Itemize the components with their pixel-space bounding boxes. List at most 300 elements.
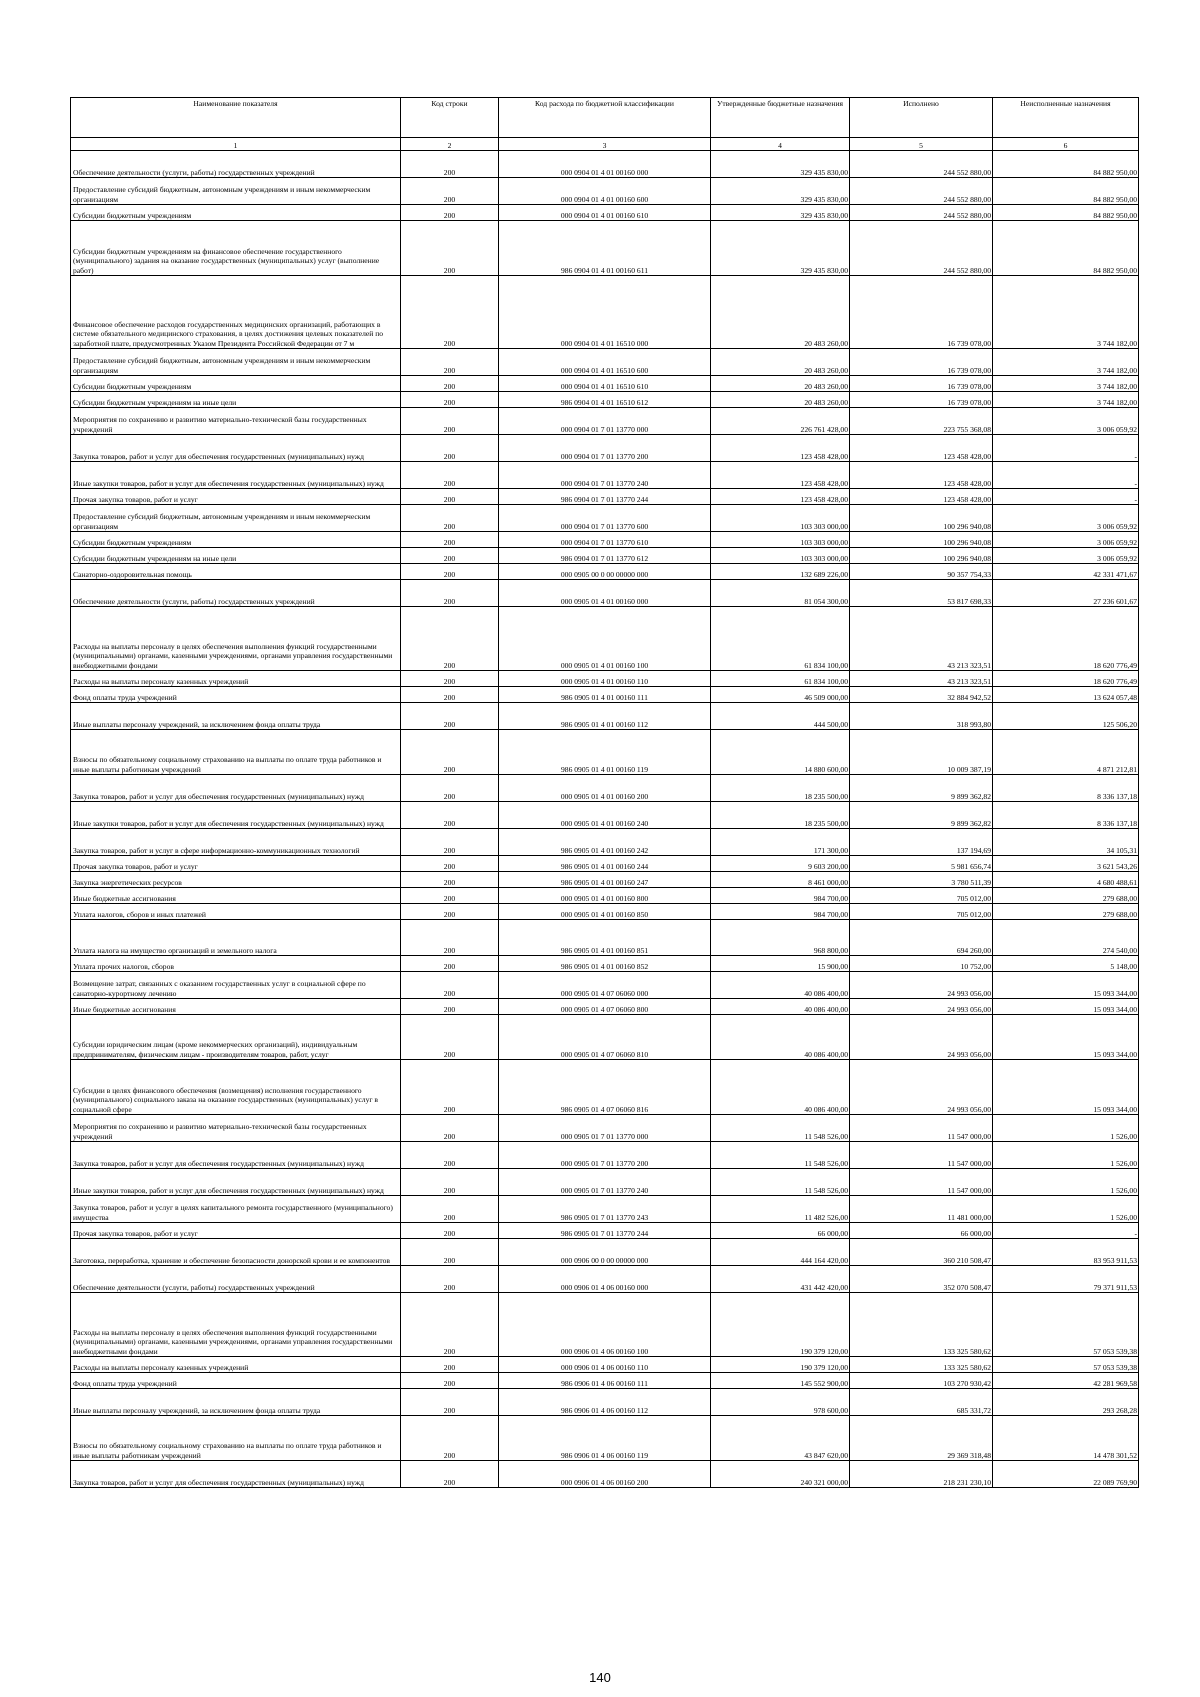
row-approved: 81 054 300,00: [711, 580, 850, 607]
table-row: [71, 1357, 1139, 1373]
table-row: [71, 1293, 1139, 1357]
row-unexecuted: 3 744 182,00: [993, 376, 1139, 392]
row-code: 200: [401, 1223, 499, 1239]
row-kbk: 000 0904 01 7 01 13770 610: [499, 532, 711, 548]
row-executed: 123 458 428,00: [850, 489, 993, 505]
row-kbk: 000 0906 01 4 06 00160 000: [499, 1266, 711, 1293]
row-kbk: 000 0904 01 7 01 13770 000: [499, 408, 711, 435]
row-code: 200: [401, 392, 499, 408]
row-unexecuted: 125 506,20: [993, 703, 1139, 730]
row-unexecuted: 3 006 059,92: [993, 505, 1139, 532]
table-row: [71, 703, 1139, 730]
row-approved: 20 483 260,00: [711, 376, 850, 392]
row-approved: 8 461 000,00: [711, 872, 850, 888]
row-unexecuted: 18 620 776,49: [993, 671, 1139, 687]
row-approved: 123 458 428,00: [711, 435, 850, 462]
row-name: Уплата налога на имущество организаций и земельного налога: [71, 920, 401, 956]
row-code: 200: [401, 1115, 499, 1142]
row-kbk: 000 0906 01 4 06 00160 110: [499, 1357, 711, 1373]
row-unexecuted: 279 688,00: [993, 888, 1139, 904]
row-unexecuted: 79 371 911,53: [993, 1266, 1139, 1293]
row-name: Прочая закупка товаров, работ и услуг: [71, 1223, 401, 1239]
row-name: Уплата налогов, сборов и иных платежей: [71, 904, 401, 920]
row-name: Иные бюджетные ассигнования: [71, 888, 401, 904]
row-unexecuted: 22 089 769,90: [993, 1461, 1139, 1488]
row-code: 200: [401, 1389, 499, 1416]
row-approved: 123 458 428,00: [711, 489, 850, 505]
row-executed: 103 270 930,42: [850, 1373, 993, 1389]
row-kbk: 986 0905 01 4 01 00160 112: [499, 703, 711, 730]
row-name: Субсидии бюджетным учреждениям на иные цели: [71, 392, 401, 408]
row-kbk: 000 0905 01 4 07 06060 800: [499, 999, 711, 1015]
row-kbk: 986 0905 01 4 01 00160 119: [499, 730, 711, 775]
table-row: [71, 671, 1139, 687]
row-executed: 29 369 318,48: [850, 1416, 993, 1461]
row-unexecuted: 42 331 471,67: [993, 564, 1139, 580]
row-kbk: 000 0905 01 4 01 00160 800: [499, 888, 711, 904]
row-kbk: 986 0905 01 4 01 00160 244: [499, 856, 711, 872]
row-code: 200: [401, 775, 499, 802]
column-number: 6: [993, 138, 1139, 151]
column-number: 4: [711, 138, 850, 151]
row-approved: 40 086 400,00: [711, 972, 850, 999]
row-executed: 11 481 000,00: [850, 1196, 993, 1223]
row-executed: 10 752,00: [850, 956, 993, 972]
row-approved: 61 834 100,00: [711, 607, 850, 671]
row-name: Закупка энергетических ресурсов: [71, 872, 401, 888]
row-unexecuted: 3 006 059,92: [993, 408, 1139, 435]
header-kbk: Код расхода по бюджетной классификации: [499, 98, 711, 138]
row-code: 200: [401, 349, 499, 376]
row-code: 200: [401, 1357, 499, 1373]
row-name: Взносы по обязательному социальному страхованию на выплаты по оплате труда работников и иные выплаты работникам учреждений: [71, 1416, 401, 1461]
row-code: 200: [401, 1239, 499, 1266]
row-unexecuted: 279 688,00: [993, 904, 1139, 920]
row-code: 200: [401, 730, 499, 775]
row-executed: 90 357 754,33: [850, 564, 993, 580]
row-code: 200: [401, 580, 499, 607]
row-kbk: 000 0905 01 4 07 06060 000: [499, 972, 711, 999]
row-name: Фонд оплаты труда учреждений: [71, 687, 401, 703]
table-row: [71, 888, 1139, 904]
column-number: 2: [401, 138, 499, 151]
header-approved: Утвержденные бюджетные назначения: [711, 98, 850, 138]
row-name: Субсидии бюджетным учреждениям на финансовое обеспечение государственного (муниципального) задания на оказание государственных (муниципальных) услуг (выполнение работ): [71, 221, 401, 276]
row-unexecuted: 84 882 950,00: [993, 178, 1139, 205]
row-executed: 16 739 078,00: [850, 376, 993, 392]
row-executed: 244 552 880,00: [850, 151, 993, 178]
budget-execution-table-container: [70, 97, 1138, 1488]
header-name: Наименование показателя: [71, 98, 401, 138]
row-executed: 16 739 078,00: [850, 392, 993, 408]
row-code: 200: [401, 532, 499, 548]
table-row: [71, 999, 1139, 1015]
column-number: 1: [71, 138, 401, 151]
row-name: Закупка товаров, работ и услуг для обеспечения государственных (муниципальных) нужд: [71, 775, 401, 802]
row-unexecuted: 84 882 950,00: [993, 151, 1139, 178]
row-executed: 352 070 508,47: [850, 1266, 993, 1293]
row-approved: 40 086 400,00: [711, 1060, 850, 1115]
row-approved: 103 303 000,00: [711, 505, 850, 532]
row-kbk: 000 0904 01 4 01 16510 600: [499, 349, 711, 376]
row-approved: 431 442 420,00: [711, 1266, 850, 1293]
row-name: Субсидии бюджетным учреждениям: [71, 376, 401, 392]
table-row: [71, 1169, 1139, 1196]
row-code: 200: [401, 1266, 499, 1293]
row-name: Расходы на выплаты персоналу казенных учреждений: [71, 1357, 401, 1373]
row-kbk: 000 0904 01 4 01 00160 600: [499, 178, 711, 205]
row-name: Санаторно-оздоровительная помощь: [71, 564, 401, 580]
row-code: 200: [401, 151, 499, 178]
row-name: Иные закупки товаров, работ и услуг для обеспечения государственных (муниципальных) нужд: [71, 1169, 401, 1196]
row-kbk: 000 0905 01 4 07 06060 810: [499, 1015, 711, 1060]
table-row: [71, 376, 1139, 392]
row-executed: 43 213 323,51: [850, 607, 993, 671]
table-row: [71, 1239, 1139, 1266]
row-executed: 218 231 230,10: [850, 1461, 993, 1488]
row-kbk: 986 0905 01 7 01 13770 244: [499, 1223, 711, 1239]
row-kbk: 986 0906 01 4 06 00160 119: [499, 1416, 711, 1461]
row-unexecuted: 14 478 301,52: [993, 1416, 1139, 1461]
row-code: 200: [401, 856, 499, 872]
table-row: [71, 920, 1139, 956]
table-row: [71, 276, 1139, 349]
row-kbk: 986 0904 01 7 01 13770 244: [499, 489, 711, 505]
row-name: Расходы на выплаты персоналу в целях обеспечения выполнения функций государственными (муниципальными) органами, казенными учреждениями, органами управления государственными внебюджетными фондами: [71, 1293, 401, 1357]
row-name: Расходы на выплаты персоналу казенных учреждений: [71, 671, 401, 687]
table-row: [71, 1060, 1139, 1115]
row-name: Прочая закупка товаров, работ и услуг: [71, 856, 401, 872]
row-code: 200: [401, 564, 499, 580]
row-kbk: 000 0905 01 7 01 13770 000: [499, 1115, 711, 1142]
row-executed: 10 009 387,19: [850, 730, 993, 775]
row-unexecuted: 34 105,31: [993, 829, 1139, 856]
row-kbk: 986 0904 01 7 01 13770 612: [499, 548, 711, 564]
table-row: [71, 505, 1139, 532]
row-unexecuted: 13 624 057,48: [993, 687, 1139, 703]
row-code: 200: [401, 888, 499, 904]
row-kbk: 986 0905 01 4 01 00160 852: [499, 956, 711, 972]
table-row: [71, 408, 1139, 435]
row-code: 200: [401, 178, 499, 205]
row-kbk: 986 0906 01 4 06 00160 112: [499, 1389, 711, 1416]
table-body: [71, 151, 1139, 1488]
table-row: [71, 730, 1139, 775]
row-code: 200: [401, 1293, 499, 1357]
row-executed: 705 012,00: [850, 888, 993, 904]
row-code: 200: [401, 904, 499, 920]
row-unexecuted: 3 744 182,00: [993, 349, 1139, 376]
header-unexecuted: Неисполненные назначения: [993, 98, 1139, 138]
row-executed: 16 739 078,00: [850, 349, 993, 376]
row-name: Иные бюджетные ассигнования: [71, 999, 401, 1015]
table-row: [71, 687, 1139, 703]
row-name: Уплата прочих налогов, сборов: [71, 956, 401, 972]
table-row: [71, 1373, 1139, 1389]
row-executed: 123 458 428,00: [850, 435, 993, 462]
table-row: [71, 775, 1139, 802]
row-executed: 360 210 508,47: [850, 1239, 993, 1266]
row-executed: 9 899 362,82: [850, 802, 993, 829]
table-row: [71, 532, 1139, 548]
row-approved: 968 800,00: [711, 920, 850, 956]
row-code: 200: [401, 703, 499, 730]
row-executed: 133 325 580,62: [850, 1293, 993, 1357]
table-row: [71, 972, 1139, 999]
table-row: [71, 548, 1139, 564]
row-approved: 240 321 000,00: [711, 1461, 850, 1488]
row-approved: 132 689 226,00: [711, 564, 850, 580]
row-code: 200: [401, 607, 499, 671]
row-name: Субсидии юридическим лицам (кроме некоммерческих организаций), индивидуальным предпринимателям, физическим лицам - производителям товаров, работ, услуг: [71, 1015, 401, 1060]
table-row: [71, 802, 1139, 829]
row-executed: 694 260,00: [850, 920, 993, 956]
page-number: 140: [589, 1670, 611, 1685]
column-number: 3: [499, 138, 711, 151]
table-row: [71, 1266, 1139, 1293]
table-row: [71, 178, 1139, 205]
row-unexecuted: 1 526,00: [993, 1142, 1139, 1169]
table-row: [71, 607, 1139, 671]
row-unexecuted: 3 621 543,26: [993, 856, 1139, 872]
row-name: Финансовое обеспечение расходов государственных медицинских организаций, работающих в системе обязательного медицинского страхования, в целях достижения целевых показателей по заработной плате, предусмотренных Указом Президента Российской Федерации от 7 м: [71, 276, 401, 349]
row-kbk: 000 0905 01 4 01 00160 110: [499, 671, 711, 687]
row-unexecuted: 57 053 539,38: [993, 1293, 1139, 1357]
row-unexecuted: 18 620 776,49: [993, 607, 1139, 671]
table-row: [71, 1015, 1139, 1060]
row-unexecuted: 27 236 601,67: [993, 580, 1139, 607]
row-name: Иные выплаты персоналу учреждений, за исключением фонда оплаты труда: [71, 1389, 401, 1416]
row-approved: 15 900,00: [711, 956, 850, 972]
header-code: Код строки: [401, 98, 499, 138]
row-unexecuted: 8 336 137,18: [993, 802, 1139, 829]
row-name: Обеспечение деятельности (услуги, работы) государственных учреждений: [71, 1266, 401, 1293]
row-kbk: 000 0904 01 4 01 00160 610: [499, 205, 711, 221]
budget-execution-table: [70, 97, 1139, 1488]
row-unexecuted: 293 268,28: [993, 1389, 1139, 1416]
row-executed: 3 780 511,39: [850, 872, 993, 888]
row-code: 200: [401, 1142, 499, 1169]
row-executed: 53 817 698,33: [850, 580, 993, 607]
row-name: Предоставление субсидий бюджетным, автономным учреждениям и иным некоммерческим организациям: [71, 349, 401, 376]
row-code: 200: [401, 1015, 499, 1060]
row-approved: 984 700,00: [711, 904, 850, 920]
table-row: [71, 205, 1139, 221]
row-unexecuted: 3 744 182,00: [993, 276, 1139, 349]
row-name: Мероприятия по сохранению и развитию материально-технической базы государственных учреждений: [71, 1115, 401, 1142]
row-name: Обеспечение деятельности (услуги, работы) государственных учреждений: [71, 580, 401, 607]
row-unexecuted: -: [993, 462, 1139, 489]
table-row: [71, 392, 1139, 408]
row-executed: 244 552 880,00: [850, 205, 993, 221]
row-name: Закупка товаров, работ и услуг в целях капитального ремонта государственного (муниципального) имущества: [71, 1196, 401, 1223]
row-kbk: 986 0905 01 4 01 00160 242: [499, 829, 711, 856]
row-unexecuted: 3 006 059,92: [993, 532, 1139, 548]
row-unexecuted: 8 336 137,18: [993, 775, 1139, 802]
row-approved: 46 509 000,00: [711, 687, 850, 703]
row-approved: 20 483 260,00: [711, 276, 850, 349]
row-approved: 444 164 420,00: [711, 1239, 850, 1266]
row-executed: 133 325 580,62: [850, 1357, 993, 1373]
row-name: Мероприятия по сохранению и развитию материально-технической базы государственных учреждений: [71, 408, 401, 435]
row-executed: 100 296 940,08: [850, 548, 993, 564]
row-unexecuted: 15 093 344,00: [993, 1015, 1139, 1060]
row-approved: 40 086 400,00: [711, 1015, 850, 1060]
row-executed: 9 899 362,82: [850, 775, 993, 802]
row-name: Возмещение затрат, связанных с оказанием государственных услуг в социальной сфере по санаторно-курортному лечению: [71, 972, 401, 999]
row-name: Расходы на выплаты персоналу в целях обеспечения выполнения функций государственными (муниципальными) органами, казенными учреждениями, органами управления государственными внебюджетными фондами: [71, 607, 401, 671]
table-row: [71, 904, 1139, 920]
table-row: [71, 856, 1139, 872]
row-name: Закупка товаров, работ и услуг в сфере информационно-коммуникационных технологий: [71, 829, 401, 856]
row-executed: 24 993 056,00: [850, 1060, 993, 1115]
row-approved: 20 483 260,00: [711, 349, 850, 376]
column-number: 5: [850, 138, 993, 151]
row-approved: 11 548 526,00: [711, 1169, 850, 1196]
row-kbk: 000 0905 00 0 00 00000 000: [499, 564, 711, 580]
row-code: 200: [401, 802, 499, 829]
row-name: Фонд оплаты труда учреждений: [71, 1373, 401, 1389]
row-unexecuted: 1 526,00: [993, 1196, 1139, 1223]
table-row: [71, 435, 1139, 462]
row-code: 200: [401, 221, 499, 276]
row-executed: 223 755 368,08: [850, 408, 993, 435]
row-kbk: 000 0904 01 7 01 13770 240: [499, 462, 711, 489]
row-executed: 244 552 880,00: [850, 221, 993, 276]
row-approved: 9 603 200,00: [711, 856, 850, 872]
row-code: 200: [401, 205, 499, 221]
row-name: Обеспечение деятельности (услуги, работы) государственных учреждений: [71, 151, 401, 178]
table-header-row: [71, 98, 1139, 138]
row-executed: 685 331,72: [850, 1389, 993, 1416]
table-row: [71, 1115, 1139, 1142]
row-kbk: 986 0905 01 7 01 13770 243: [499, 1196, 711, 1223]
row-name: Субсидии в целях финансового обеспечения (возмещения) исполнения государственного (муниципального) социального заказа на оказание государственных (муниципальных) услуг в социальной сфере: [71, 1060, 401, 1115]
row-unexecuted: -: [993, 1223, 1139, 1239]
row-code: 200: [401, 408, 499, 435]
row-approved: 190 379 120,00: [711, 1293, 850, 1357]
row-kbk: 986 0906 01 4 06 00160 111: [499, 1373, 711, 1389]
row-approved: 190 379 120,00: [711, 1357, 850, 1373]
table-row: [71, 580, 1139, 607]
row-kbk: 986 0905 01 4 01 00160 851: [499, 920, 711, 956]
row-name: Предоставление субсидий бюджетным, автономным учреждениям и иным некоммерческим организациям: [71, 178, 401, 205]
row-approved: 329 435 830,00: [711, 151, 850, 178]
row-executed: 11 547 000,00: [850, 1142, 993, 1169]
table-row: [71, 1142, 1139, 1169]
row-code: 200: [401, 462, 499, 489]
row-approved: 329 435 830,00: [711, 178, 850, 205]
row-executed: 11 547 000,00: [850, 1115, 993, 1142]
row-kbk: 000 0905 01 4 01 00160 000: [499, 580, 711, 607]
row-kbk: 986 0905 01 4 07 06060 816: [499, 1060, 711, 1115]
row-name: Иные закупки товаров, работ и услуг для обеспечения государственных (муниципальных) нужд: [71, 802, 401, 829]
row-kbk: 000 0904 01 4 01 16510 000: [499, 276, 711, 349]
row-approved: 103 303 000,00: [711, 532, 850, 548]
table-row: [71, 1223, 1139, 1239]
row-executed: 5 981 656,74: [850, 856, 993, 872]
row-code: 200: [401, 872, 499, 888]
row-approved: 66 000,00: [711, 1223, 850, 1239]
row-kbk: 000 0905 01 4 01 00160 100: [499, 607, 711, 671]
row-code: 200: [401, 687, 499, 703]
row-name: Иные закупки товаров, работ и услуг для обеспечения государственных (муниципальных) нужд: [71, 462, 401, 489]
row-approved: 11 548 526,00: [711, 1142, 850, 1169]
row-code: 200: [401, 1169, 499, 1196]
row-kbk: 986 0904 01 4 01 00160 611: [499, 221, 711, 276]
row-code: 200: [401, 1373, 499, 1389]
row-kbk: 000 0904 01 7 01 13770 200: [499, 435, 711, 462]
row-kbk: 000 0906 01 4 06 00160 200: [499, 1461, 711, 1488]
row-approved: 226 761 428,00: [711, 408, 850, 435]
row-kbk: 986 0905 01 4 01 00160 247: [499, 872, 711, 888]
row-code: 200: [401, 671, 499, 687]
table-row: [71, 462, 1139, 489]
row-unexecuted: 15 093 344,00: [993, 1060, 1139, 1115]
row-unexecuted: 15 093 344,00: [993, 999, 1139, 1015]
row-code: 200: [401, 1461, 499, 1488]
row-approved: 11 548 526,00: [711, 1115, 850, 1142]
row-approved: 61 834 100,00: [711, 671, 850, 687]
row-code: 200: [401, 435, 499, 462]
row-approved: 329 435 830,00: [711, 221, 850, 276]
row-name: Прочая закупка товаров, работ и услуг: [71, 489, 401, 505]
table-row: [71, 829, 1139, 856]
row-approved: 18 235 500,00: [711, 802, 850, 829]
row-executed: 244 552 880,00: [850, 178, 993, 205]
row-kbk: 000 0904 01 4 01 00160 000: [499, 151, 711, 178]
row-name: Взносы по обязательному социальному страхованию на выплаты по оплате труда работников и иные выплаты работникам учреждений: [71, 730, 401, 775]
row-executed: 100 296 940,08: [850, 505, 993, 532]
table-row: [71, 1389, 1139, 1416]
row-code: 200: [401, 999, 499, 1015]
row-approved: 145 552 900,00: [711, 1373, 850, 1389]
table-row: [71, 1196, 1139, 1223]
row-executed: 66 000,00: [850, 1223, 993, 1239]
table-row: [71, 1461, 1139, 1488]
row-code: 200: [401, 1060, 499, 1115]
table-row: [71, 151, 1139, 178]
row-approved: 171 300,00: [711, 829, 850, 856]
row-unexecuted: 42 281 969,58: [993, 1373, 1139, 1389]
row-name: Закупка товаров, работ и услуг для обеспечения государственных (муниципальных) нужд: [71, 1142, 401, 1169]
row-code: 200: [401, 548, 499, 564]
row-approved: 11 482 526,00: [711, 1196, 850, 1223]
header-executed: Исполнено: [850, 98, 993, 138]
row-kbk: 000 0904 01 4 01 16510 610: [499, 376, 711, 392]
row-executed: 43 213 323,51: [850, 671, 993, 687]
row-name: Заготовка, переработка, хранение и обеспечение безопасности донорской крови и ее компонентов: [71, 1239, 401, 1266]
row-code: 200: [401, 376, 499, 392]
row-name: Субсидии бюджетным учреждениям: [71, 532, 401, 548]
row-kbk: 000 0905 01 7 01 13770 240: [499, 1169, 711, 1196]
table-row: [71, 872, 1139, 888]
row-approved: 14 880 600,00: [711, 730, 850, 775]
row-unexecuted: 274 540,00: [993, 920, 1139, 956]
row-approved: 444 500,00: [711, 703, 850, 730]
row-unexecuted: 5 148,00: [993, 956, 1139, 972]
row-unexecuted: 1 526,00: [993, 1115, 1139, 1142]
row-executed: 11 547 000,00: [850, 1169, 993, 1196]
row-code: 200: [401, 1196, 499, 1223]
row-name: Субсидии бюджетным учреждениям: [71, 205, 401, 221]
row-code: 200: [401, 956, 499, 972]
row-executed: 32 884 942,52: [850, 687, 993, 703]
row-kbk: 000 0905 01 4 01 00160 850: [499, 904, 711, 920]
row-unexecuted: -: [993, 489, 1139, 505]
row-unexecuted: 83 953 911,53: [993, 1239, 1139, 1266]
row-code: 200: [401, 1416, 499, 1461]
